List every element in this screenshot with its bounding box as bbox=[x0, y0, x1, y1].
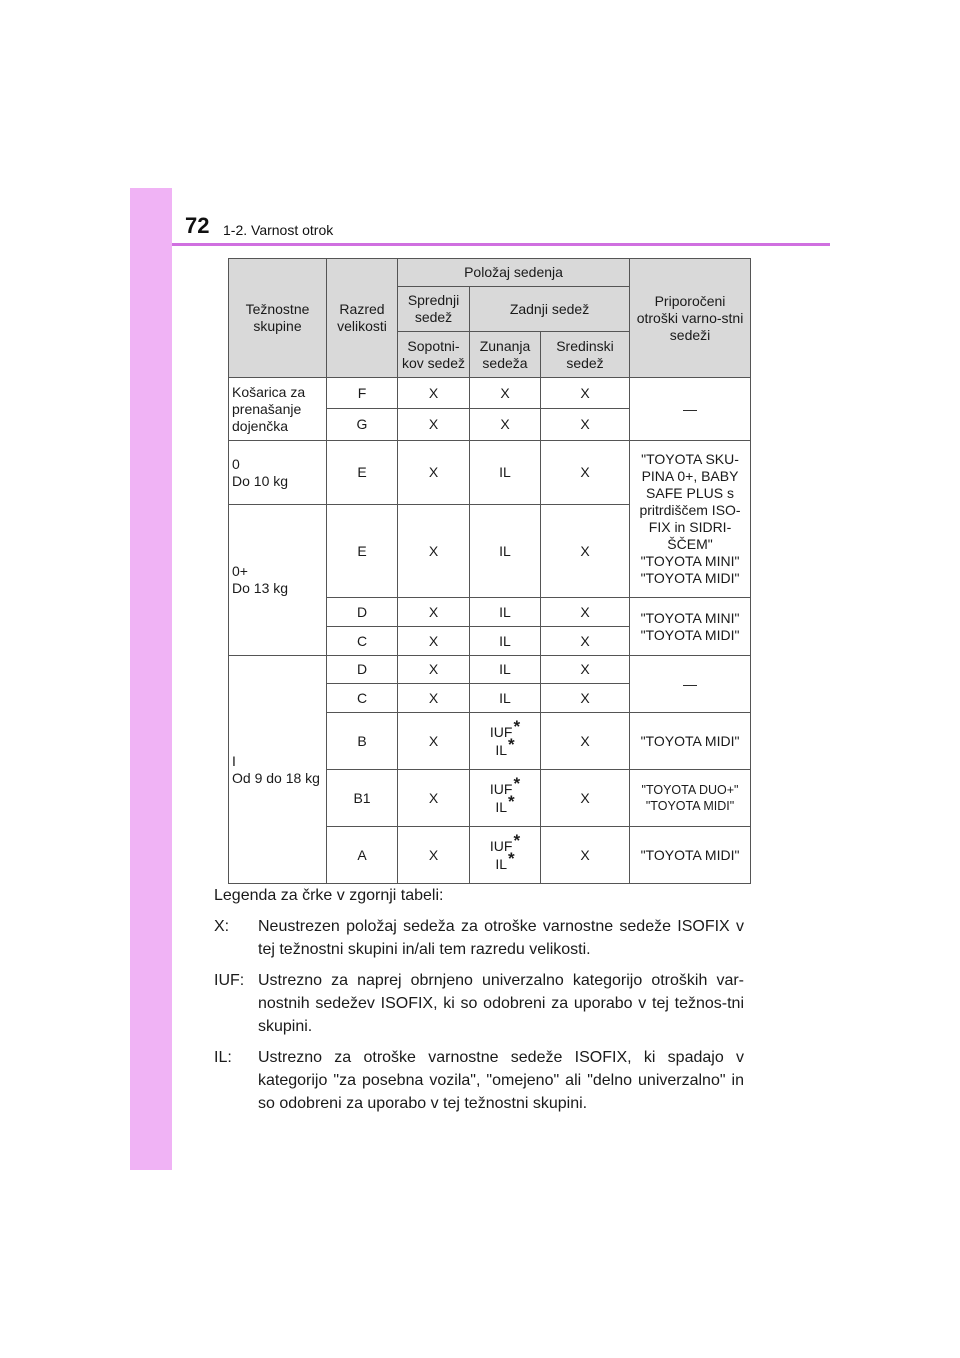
header-front-seat: Sprednji sedež bbox=[398, 287, 470, 332]
size-cell: B bbox=[327, 713, 398, 770]
front-cell: X bbox=[398, 770, 470, 827]
asterisk-mark: * bbox=[513, 717, 521, 736]
outer-line-1: IUF bbox=[489, 724, 513, 740]
recommended-cell: "TOYOTA DUO+" "TOYOTA MIDI" bbox=[630, 770, 751, 827]
recommended-cell: "TOYOTA MIDI" bbox=[630, 827, 751, 884]
legend-intro: Legenda za črke v zgornji tabeli: bbox=[214, 887, 444, 904]
asterisk-mark: * bbox=[508, 849, 515, 868]
front-cell: X bbox=[398, 827, 470, 884]
outer-cell: IL bbox=[470, 441, 541, 505]
page-number: 72 bbox=[185, 213, 210, 238]
center-cell: X bbox=[541, 713, 630, 770]
outer-line-1: IUF bbox=[489, 838, 513, 854]
outer-line-2: IL bbox=[495, 742, 508, 758]
outer-line-2: IL bbox=[495, 799, 508, 815]
isofix-seat-table bbox=[228, 258, 751, 884]
center-cell: X bbox=[541, 656, 630, 684]
section-title: 1-2. Varnost otrok bbox=[223, 222, 334, 238]
outer-cell bbox=[470, 770, 541, 827]
legend-text: Ustrezno za naprej obrnjeno univerzalno kategorijo otroških var-nostnih sedežev ISOFIX, ki so odobreni za uporabo v tej težnos-tni skupini. bbox=[258, 972, 744, 1035]
header-seat-position: Položaj sedenja bbox=[398, 259, 630, 287]
legend-item-il bbox=[214, 1046, 744, 1115]
center-cell: X bbox=[541, 827, 630, 884]
size-cell: C bbox=[327, 627, 398, 656]
center-cell: X bbox=[541, 598, 630, 627]
front-cell: X bbox=[398, 598, 470, 627]
outer-cell: IL bbox=[470, 627, 541, 656]
legend-key: IUF: bbox=[214, 972, 245, 989]
size-cell: B1 bbox=[327, 770, 398, 827]
front-cell: X bbox=[398, 656, 470, 684]
outer-cell: IL bbox=[470, 598, 541, 627]
center-cell: X bbox=[541, 378, 630, 409]
table-row bbox=[229, 656, 751, 684]
size-cell: C bbox=[327, 684, 398, 713]
group-0: 0 Do 10 kg bbox=[229, 441, 327, 505]
center-cell: X bbox=[541, 627, 630, 656]
group-0-plus: 0+ Do 13 kg bbox=[229, 505, 327, 656]
legend-item-iuf bbox=[214, 969, 744, 1038]
group-carrycot: Košarica za prenašanje dojenčka bbox=[229, 378, 327, 441]
center-cell: X bbox=[541, 770, 630, 827]
front-cell: X bbox=[398, 409, 470, 441]
center-cell: X bbox=[541, 441, 630, 505]
legend-item-x bbox=[214, 915, 744, 961]
outer-cell: IL bbox=[470, 505, 541, 598]
header-weight-group: Težnostne skupine bbox=[229, 259, 327, 378]
front-cell: X bbox=[398, 505, 470, 598]
recommended-cell: — bbox=[630, 378, 751, 441]
outer-cell bbox=[470, 713, 541, 770]
header-recommended-seats: Priporočeni otroški varno-stni sedeži bbox=[630, 259, 751, 378]
front-cell: X bbox=[398, 684, 470, 713]
size-cell: G bbox=[327, 409, 398, 441]
size-cell: E bbox=[327, 441, 398, 505]
size-cell: D bbox=[327, 598, 398, 627]
center-cell: X bbox=[541, 409, 630, 441]
size-cell: A bbox=[327, 827, 398, 884]
asterisk-mark: * bbox=[508, 735, 515, 754]
header-passenger-seat: Sopotni-kov sedež bbox=[398, 332, 470, 378]
front-cell: X bbox=[398, 713, 470, 770]
size-cell: F bbox=[327, 378, 398, 409]
front-cell: X bbox=[398, 441, 470, 505]
header-rear-seat: Zadnji sedež bbox=[470, 287, 630, 332]
size-cell: D bbox=[327, 656, 398, 684]
asterisk-mark: * bbox=[513, 831, 521, 850]
asterisk-mark: * bbox=[513, 774, 521, 793]
header-size-class: Razred velikosti bbox=[327, 259, 398, 378]
front-cell: X bbox=[398, 378, 470, 409]
recommended-cell: "TOYOTA MIDI" bbox=[630, 713, 751, 770]
legend-text: Neustrezen položaj sedeža za otroške varnostne sedeže ISOFIX v tej težnostni skupini in/ali tem razredu velikosti. bbox=[258, 918, 744, 958]
recommended-cell: "TOYOTA MINI" "TOYOTA MIDI" bbox=[630, 598, 751, 656]
table-row bbox=[229, 378, 751, 409]
recommended-cell: "TOYOTA SKU-PINA 0+, BABY SAFE PLUS s pritrdiščem ISO-FIX in SIDRI-ŠČEM" "TOYOTA MINI" "TOYOTA MIDI" bbox=[630, 441, 751, 598]
outer-cell: IL bbox=[470, 684, 541, 713]
asterisk-mark: * bbox=[508, 792, 515, 811]
legend-key: X: bbox=[214, 918, 230, 935]
recommended-cell: — bbox=[630, 656, 751, 713]
header-center-seat: Sredinski sedež bbox=[541, 332, 630, 378]
group-1: I Od 9 do 18 kg bbox=[229, 656, 327, 884]
outer-cell: X bbox=[470, 409, 541, 441]
legend-key: IL: bbox=[214, 1049, 232, 1066]
header-rule bbox=[172, 243, 830, 246]
size-cell: E bbox=[327, 505, 398, 598]
outer-line-1: IUF bbox=[489, 781, 513, 797]
front-cell: X bbox=[398, 627, 470, 656]
center-cell: X bbox=[541, 684, 630, 713]
legend bbox=[214, 884, 744, 1123]
outer-cell: X bbox=[470, 378, 541, 409]
outer-cell: IL bbox=[470, 656, 541, 684]
outer-line-2: IL bbox=[495, 856, 508, 872]
table-row bbox=[229, 441, 751, 505]
chapter-tab-bar bbox=[130, 188, 172, 1170]
outer-cell bbox=[470, 827, 541, 884]
header-outer-seats: Zunanja sedeža bbox=[470, 332, 541, 378]
center-cell: X bbox=[541, 505, 630, 598]
legend-text: Ustrezno za otroške varnostne sedeže ISOFIX, ki spadajo v kategorijo "za posebna vozila", "omejeno" ali "delno univerzalno" in so odobreni za uporabo v tej težnostni skupini. bbox=[258, 1049, 744, 1112]
